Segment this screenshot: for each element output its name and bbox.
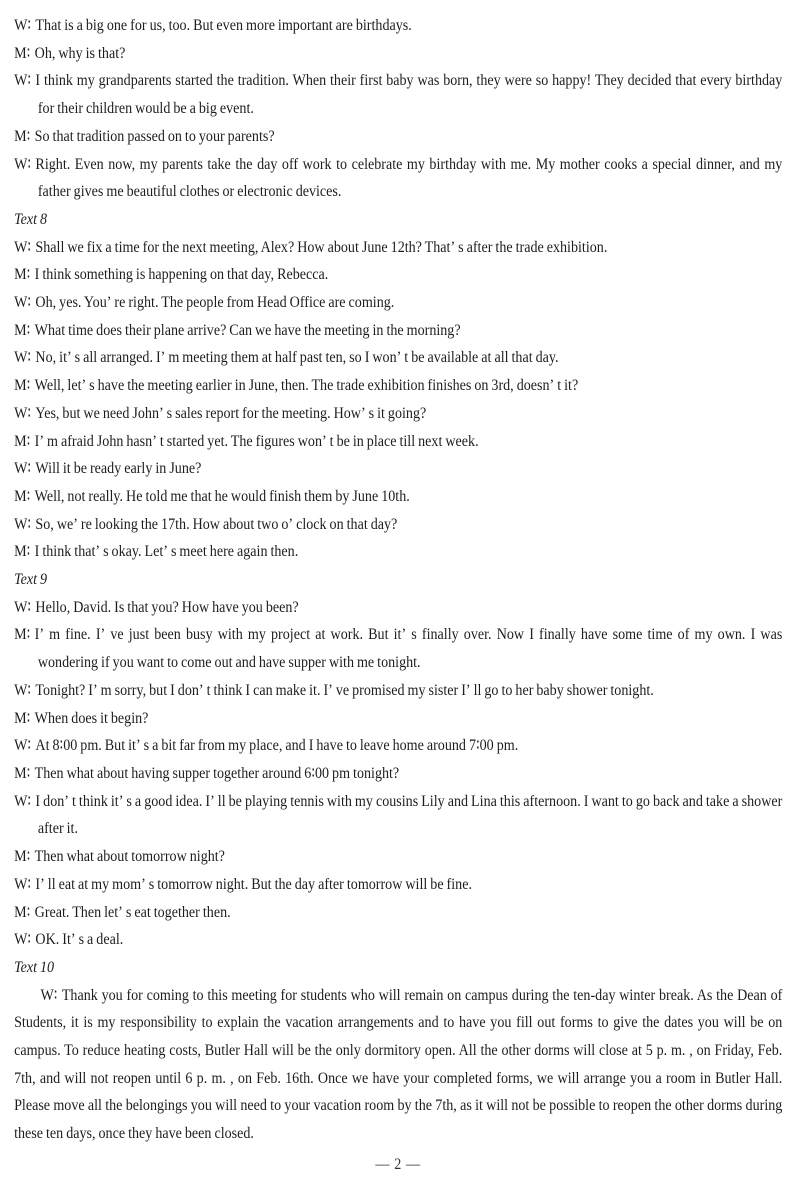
dialogue-line: [14, 899, 782, 927]
speaker-label: W∶: [14, 931, 32, 949]
dialogue-line: [14, 400, 782, 428]
speaker-label: M∶: [14, 321, 31, 339]
speaker-label: W∶: [14, 72, 32, 90]
dialogue-line: [14, 344, 782, 372]
dialogue-line: [14, 289, 782, 317]
dialogue-line: [14, 234, 782, 262]
line-text: Hello, David. Is that you? How have you been?: [35, 598, 299, 616]
dialogue-line: [14, 12, 782, 40]
dialogue-line: [14, 428, 782, 456]
dialogue-line: [14, 926, 782, 954]
line-text: Yes, but we need John’ s sales report for the meeting. How’ s it going?: [35, 404, 427, 422]
line-text: So, we’ re looking the 17th. How about two o’ clock on that day?: [35, 515, 398, 533]
dialogue-line: [14, 871, 782, 899]
speaker-label: W∶: [14, 155, 32, 173]
speaker-label: W∶: [14, 598, 32, 616]
section-title: Text 9: [14, 571, 48, 589]
speaker-label: M∶: [14, 377, 31, 395]
dialogue-line: [14, 621, 782, 676]
speaker-label: M∶: [14, 626, 31, 644]
speaker-label: W∶: [14, 681, 32, 699]
dialogue-line: [14, 732, 782, 760]
dialogue-line: [14, 705, 782, 733]
speaker-label: W∶: [14, 460, 32, 478]
speaker-label: M∶: [14, 432, 31, 450]
dialogue-line: [14, 760, 782, 788]
dialogue-line: [14, 151, 782, 206]
line-text: I think my grandparents started the tradition. When their first baby was born, they were so happy! They decided that every birthday for their children would be a big event.: [35, 72, 783, 118]
dialogue-line: [14, 67, 782, 122]
line-text: Tonight? I’ m sorry, but I don’ t think I can make it. I’ ve promised my sister I’ ll go to her baby shower tonight.: [35, 681, 654, 699]
speaker-label: W∶: [14, 238, 32, 256]
dialogue-line: [14, 372, 782, 400]
section-title: Text 10: [14, 958, 55, 976]
speaker-label: M∶: [14, 44, 31, 62]
line-text: Then what about tomorrow night?: [34, 848, 225, 866]
line-text: So that tradition passed on to your parents?: [34, 127, 275, 145]
speaker-label: M∶: [14, 848, 31, 866]
speaker-label: M∶: [14, 487, 31, 505]
line-text: I’ ll eat at my mom’ s tomorrow night. But the day after tomorrow will be fine.: [35, 875, 472, 893]
line-text: Shall we fix a time for the next meeting, Alex? How about June 12th? That’ s after the trade exhibition.: [35, 238, 608, 256]
line-text: I think that’ s okay. Let’ s meet here again then.: [34, 543, 299, 561]
line-text: I’ m fine. I’ ve just been busy with my project at work. But it’ s finally over. Now I finally have some time of my own. I was wondering if you want to come out and have supper with me tonight.: [34, 626, 783, 672]
dialogue-line: [14, 317, 782, 345]
dialogue-line: [14, 123, 782, 151]
speaker-label: W∶: [14, 404, 32, 422]
dialogue-line: [14, 483, 782, 511]
speaker-label: M∶: [14, 764, 31, 782]
line-text: That is a big one for us, too. But even more important are birthdays.: [35, 17, 412, 34]
dialogue-line: [14, 788, 782, 843]
speaker-label: M∶: [14, 543, 31, 561]
speaker-label: W∶: [14, 515, 32, 533]
speaker-label: W∶: [40, 986, 58, 1004]
line-text: No, it’ s all arranged. I’ m meeting them at half past ten, so I won’ t be available at all that day.: [35, 349, 559, 367]
line-text: When does it begin?: [34, 709, 149, 727]
dialogue-line: [14, 511, 782, 539]
line-text: Well, not really. He told me that he would finish them by June 10th.: [34, 487, 410, 505]
dialogue-line: [14, 40, 782, 68]
speaker-label: M∶: [14, 266, 31, 284]
speaker-label: M∶: [14, 127, 31, 145]
speaker-label: M∶: [14, 903, 31, 921]
dialogue-line: [14, 677, 782, 705]
dialogue-line: [14, 538, 782, 566]
line-text: Will it be ready early in June?: [35, 460, 202, 478]
speaker-label: W∶: [14, 349, 32, 367]
speaker-label: W∶: [14, 17, 32, 34]
section-title: Text 8: [14, 210, 48, 228]
line-text: At 8∶00 pm. But it’ s a bit far from my place, and I have to leave home around 7∶00 pm.: [35, 737, 519, 755]
line-text: OK. It’ s a deal.: [35, 931, 124, 949]
speaker-label: W∶: [14, 792, 32, 810]
speaker-label: M∶: [14, 709, 31, 727]
monologue-paragraph: [14, 982, 782, 1148]
line-text: Great. Then let’ s eat together then.: [34, 903, 231, 921]
line-text: Oh, why is that?: [34, 44, 126, 62]
line-text: Well, let’ s have the meeting earlier in June, then. The trade exhibition finishes on 3rd, doesn’ t it?: [34, 377, 579, 395]
page-number: — 2 —: [375, 1155, 421, 1173]
line-text: Right. Even now, my parents take the day off work to celebrate my birthday with me. My mother cooks a special dinner, and my father gives me beautiful clothes or electronic devices.: [35, 155, 783, 201]
line-text: Then what about having supper together around 6∶00 pm tonight?: [34, 764, 400, 782]
line-text: Thank you for coming to this meeting for students who will remain on campus during the ten-day winter break. As the Dean of Students, it is my responsibility to explain the vacation arrangements and to have you fill out forms to give the dates you will be on campus. To reduce heating costs, Butler Hall will be the only dormitory open. All the other dorms will close at 5 p. m. , on Friday, Feb. 7th, and will not reopen until 6 p. m. , on Feb. 16th. Once we have your completed forms, we will arrange you a room in Butler Hall. Please move all the belongings you will need to your vacation room by the 7th, as it will not be possible to reopen the other dorms during these ten days, once they have been closed.: [14, 986, 783, 1143]
dialogue-line: [14, 594, 782, 622]
line-text: I think something is happening on that day, Rebecca.: [34, 266, 329, 284]
line-text: Oh, yes. You’ re right. The people from Head Office are coming.: [35, 294, 395, 312]
speaker-label: W∶: [14, 875, 32, 893]
line-text: I’ m afraid John hasn’ t started yet. The figures won’ t be in place till next week.: [34, 432, 479, 450]
line-text: What time does their plane arrive? Can we have the meeting in the morning?: [34, 321, 461, 339]
speaker-label: W∶: [14, 737, 32, 755]
dialogue-line: [14, 261, 782, 289]
dialogue-line: [14, 843, 782, 871]
speaker-label: W∶: [14, 294, 32, 312]
dialogue-line: [14, 455, 782, 483]
transcript-content: [14, 12, 782, 1148]
line-text: I don’ t think it’ s a good idea. I’ ll be playing tennis with my cousins Lily and Lina this afternoon. I want to go back and take a shower after it.: [35, 792, 783, 838]
